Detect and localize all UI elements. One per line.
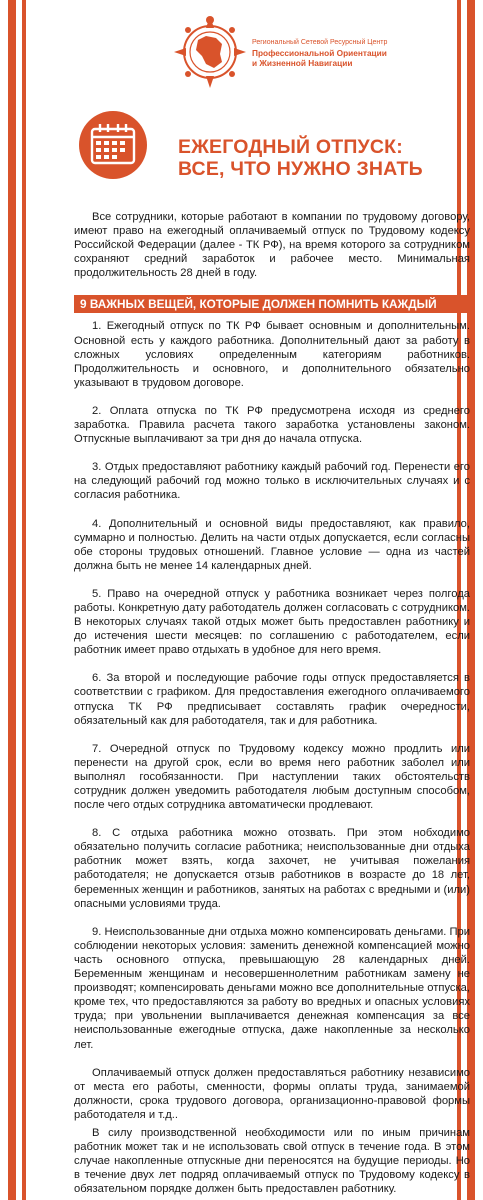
intro-paragraph: Все сотрудники, которые работают в компании по трудовому договору, имеют право на ежегодный оплачиваемый отпуск по Трудовому кодексу Российской Федерации (далее - ТК РФ), на время которого за сотрудником сохраняют средний заработок и рабочее место. Минимальная продолжительность 28 дней в году. [74,211,470,280]
left-border-stripe [8,0,16,1200]
left-border-stripe-thin [22,0,26,1200]
article-body [74,210,470,1196]
list-item: 9. Неиспользованные дни отдыха можно компенсировать деньгами. При соблюдении некоторых условия: заменить денежной компенсацией можно часть основного отпуска, превышающую 28 календарных дней. Беременным женщинам и несовершеннолетним работникам замену не производят; компенсировать деньгами можно все дополнительные отпуска, кроме тех, что предоставляются за работу во вредных и опасных условиях труда; при увольнении выплачивается денежная компенсация за все неиспользованные ежегодные отпуска, даже накопленные за несколько лет. [74,925,470,1051]
list-item: 7. Очередной отпуск по Трудовому кодексу можно продлить или перенести на другой срок, если во время него работник заболел или выполнял гособязанности. При наступлении таких обстоятельств сотрудник должен уведомить работодателя любым доступным способом, после чего отдых сотрудника автоматически продлевают. [74,742,470,812]
list-item: 8. С отдыха работника можно отозвать. При этом нобходимо обязательно получить согласие работника; неиспользованные дни отдыха работник может взять, когда захочет, не учитывая пожелания работодателя; не допускается отзыв работников в возрасте до 18 лет, беременных женщин и работников, занятых на работах с вредными и (или) опасными условиями труда. [74,827,470,910]
calendar-icon [78,110,148,180]
title-line-1: ЕЖЕГОДНЫЙ ОТПУСК: [178,136,403,158]
list-item: 2. Оплата отпуска по ТК РФ предусмотрена исходя из среднего заработка. Правила расчета такого заработка установлены законом. Отпускные выплачивают за три дня до начала отпуска. [74,404,470,446]
org-line-2: Профессиональной Ориентации [252,48,387,58]
org-line-1: Региональный Сетевой Ресурсный Центр [252,39,388,46]
list-item: 4. Дополнительный и основной виды предоставляют, как правило, суммарно и полностью. Делить на части отдых допускается, если согласны обе стороны трудовых отношений. Главное условие — одна из частей должна быть не менее 14 календарных дней. [74,517,470,572]
closing-paragraph-2: В силу производственной необходимости или по иным причинам работник может так и не использовать свой отпуск в течение года. В этом случае накопленные отпускные дни переносятся на будущие периоды. Но в течение двух лет подряд оплачиваемый отпуск по Трудовому кодексу в обязательном порядке должен быть предоставлен работнику. [74,1126,470,1196]
list-item: 6. За второй и последующие рабочие годы отпуск предоставляется в соответствии с графиком. Для предоставления ежегодного оплачиваемого отпуска ТК РФ предписывает составлять график очередности, обязательный как для работодателя, так и для работника. [74,672,470,727]
list-item: 1. Ежегодный отпуск по ТК РФ бывает основным и дополнительным. Основной есть у каждого работника. Дополнительный дают за работу в сложных условиях определенным категориям работников. Продолжительность и основного, и дополнительного обязательно указывают в трудовом договоре. [74,320,470,389]
page-title [178,136,423,180]
section-header: 9 ВАЖНЫХ ВЕЩЕЙ, КОТОРЫЕ ДОЛЖЕН ПОМНИТЬ КАЖДЫЙ [74,295,470,313]
list-item: 5. Право на очередной отпуск у работника возникает через полгода работы. Конкретную дату работодатель должен согласовать с сотрудником. В некоторых случаях такой отдых может быть предоставлен работнику и до истечения шести месяцев: по соглашению с работодателем, если работник имеет право отдыхать в удобное для него время. [74,587,470,657]
closing-paragraph-1: Оплачиваемый отпуск должен предоставляться работнику независимо от места его работы, сменности, формы оплаты труда, занимаемой должности, срока трудового договора, организационно-правовой формы работодателя и т.д.. [74,1066,470,1121]
list-item: 3. Отдых предоставляют работнику каждый рабочий год. Перенести его на следующий рабочий год можно только в исключительных случаях и с согласия работника. [74,461,470,502]
header [172,14,432,88]
organization-name [252,38,432,68]
org-line-3: и Жизненной Навигации [252,58,353,68]
title-line-2: ВСЕ, ЧТО НУЖНО ЗНАТЬ [178,158,423,180]
compass-logo-icon [172,14,248,88]
